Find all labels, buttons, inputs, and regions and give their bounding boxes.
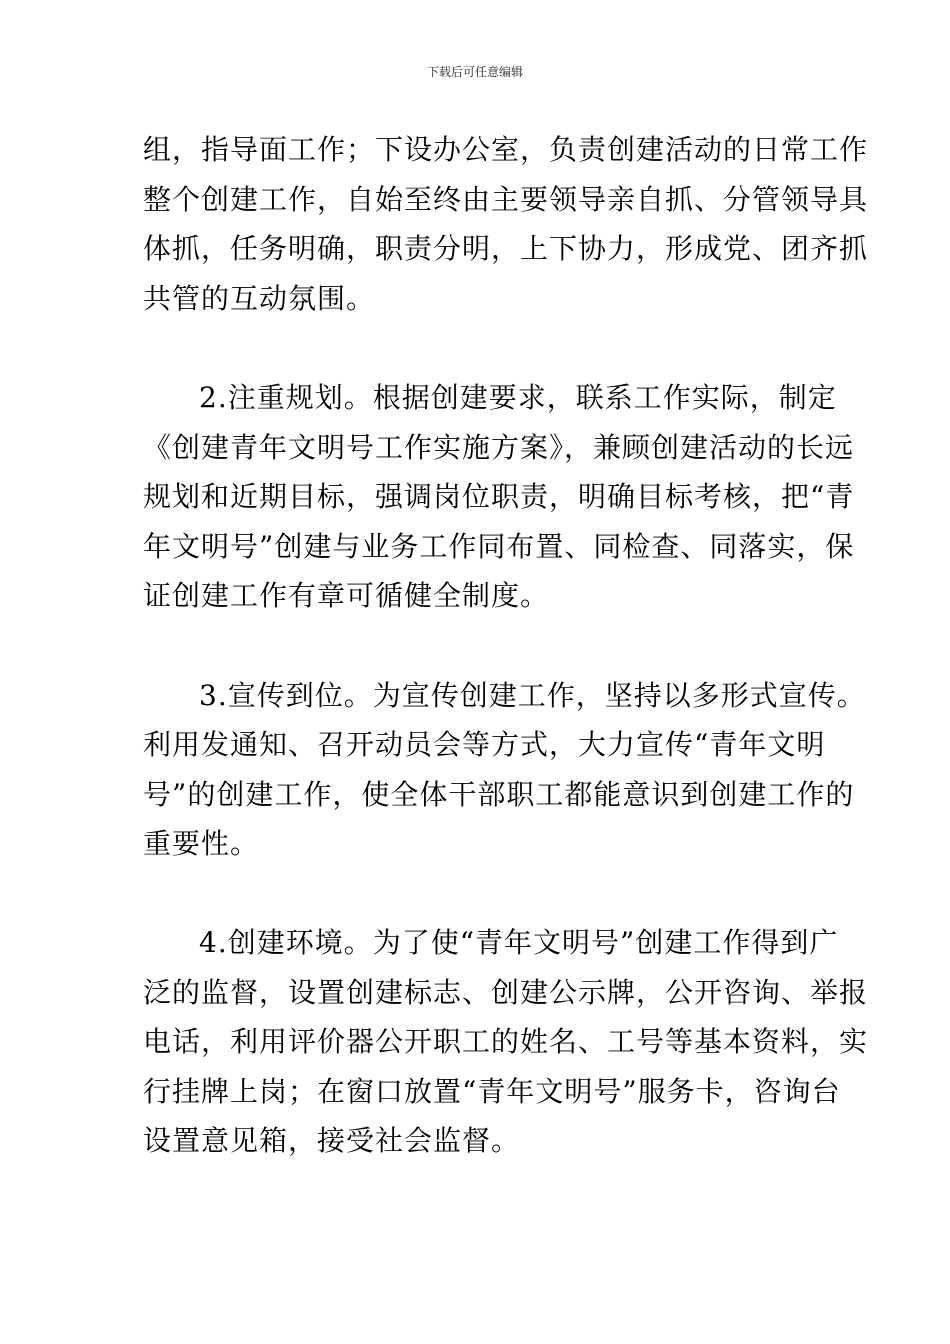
paragraph-2-line-1: 2.注重规划。根据创建要求，联系工作实际，制定: [199, 381, 837, 414]
paragraph-4-line-2: 泛的监督，设置创建标志、创建公示牌，公开咨询、举报: [143, 976, 869, 1009]
paragraph-2-line-2: 《创建青年文明号工作实施方案》，兼顾创建活动的长远: [143, 431, 855, 464]
paragraph-1-line-2: 整个创建工作，自始至终由主要领导亲自抓、分管领导具: [143, 183, 869, 216]
paragraph-4-line-4: 行挂牌上岗；在窗口放置“青年文明号”服务卡，咨询台: [143, 1075, 841, 1108]
paragraph-3-line-1: 3.宣传到位。为宣传创建工作，坚持以多形式宣传。: [199, 679, 866, 712]
paragraph-2-line-5: 证创建工作有章可循健全制度。: [143, 579, 550, 612]
paragraph-4-line-5: 设置意见箱，接受社会监督。: [143, 1124, 521, 1157]
paragraph-3-line-2: 利用发通知、召开动员会等方式，大力宣传“青年文明: [143, 728, 826, 761]
paragraph-1-line-4: 共管的互动氛围。: [143, 282, 376, 315]
paragraph-2-line-3: 规划和近期目标，强调岗位职责，明确目标考核，把“青: [143, 480, 855, 513]
paragraph-4-line-3: 电话，利用评价器公开职工的姓名、工号等基本资料，实: [143, 1025, 869, 1058]
paragraph-3-line-4: 重要性。: [143, 827, 260, 860]
paragraph-3-line-3: 号”的创建工作，使全体干部职工都能意识到创建工作的: [143, 778, 855, 811]
paragraph-1-line-1: 组，指导面工作；下设办公室，负责创建活动的日常工作: [143, 133, 869, 166]
page-header: 下载后可任意编辑: [426, 65, 523, 79]
paragraph-1-line-3: 体抓，任务明确，职责分明，上下协力，形成党、团齐抓: [143, 232, 869, 265]
paragraph-4-line-1: 4.创建环境。为了使“青年文明号”创建工作得到广: [199, 926, 839, 959]
paragraph-2-line-4: 年文明号”创建与业务工作同布置、同检查、同落实，保: [143, 530, 855, 563]
